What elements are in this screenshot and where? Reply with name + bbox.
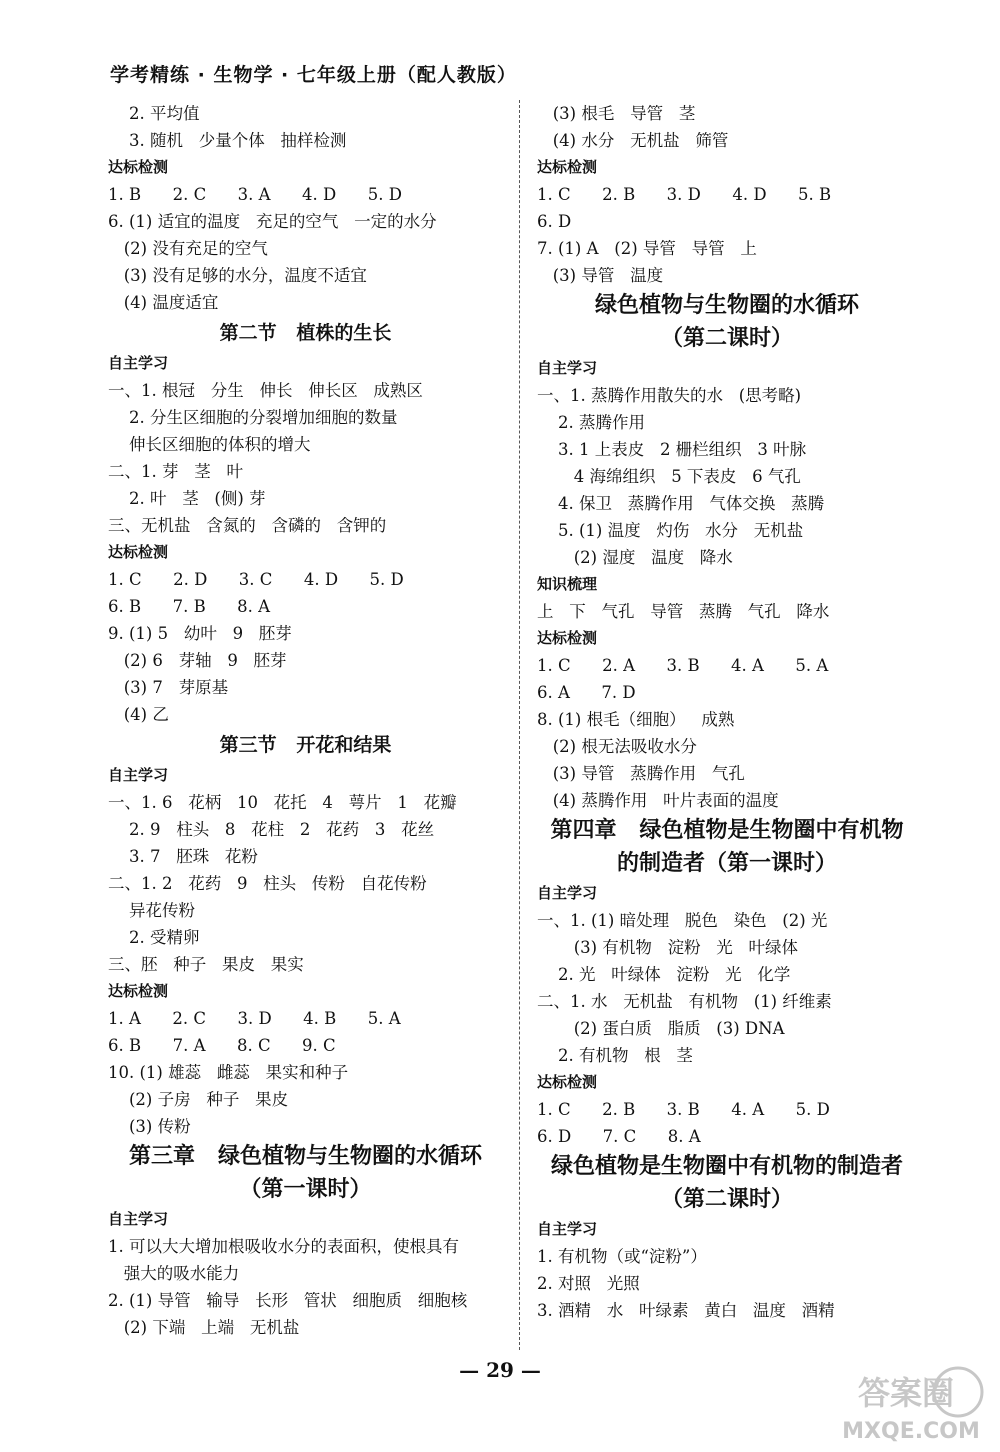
subsection-heading: 自主学习 (537, 1220, 598, 1238)
answer-line: 一、1. 根冠 分生 伸长 伸长区 成熟区 (108, 381, 423, 400)
watermark-logo (836, 1358, 986, 1446)
answer-line: 6. B 7. B 8. A (108, 597, 271, 616)
answer-line: 二、1. 2 花药 9 柱头 传粉 自花传粉 (108, 874, 427, 893)
answer-line: (4) 温度适宜 (108, 293, 219, 312)
chapter-title: 的制造者（第一课时） (616, 850, 837, 876)
answer-line: 7. (1) A (2) 导管 导管 上 (537, 239, 757, 258)
answer-line: (4) 乙 (108, 705, 169, 724)
answer-line: 2. 受精卵 (108, 928, 200, 947)
answer-line: 1. C 2. A 3. B 4. A 5. A (537, 656, 829, 675)
answer-line: 2. 分生区细胞的分裂增加细胞的数量 (108, 408, 398, 427)
page-number: — 29 — (459, 1358, 541, 1382)
answer-line: 3. 1 上表皮 2 栅栏组织 3 叶脉 (537, 440, 807, 459)
chapter-title: （第一课时） (239, 1176, 372, 1202)
subsection-heading: 达标检测 (537, 1073, 598, 1091)
running-header: 学考精练 · 生物学 · 七年级上册（配人教版） (110, 64, 517, 86)
answer-line: (2) 子房 种子 果皮 (108, 1090, 289, 1109)
answer-line: 2. 蒸腾作用 (537, 413, 645, 432)
chapter-title: 绿色植物是生物圈中有机物的制造者 (550, 1153, 903, 1179)
subsection-heading: 知识梳理 (537, 575, 598, 593)
section-title: 第三节 开花和结果 (219, 734, 392, 756)
answer-line: (3) 导管 温度 (537, 266, 664, 285)
watermark-text: 答案圈 (857, 1374, 955, 1412)
subsection-heading: 自主学习 (108, 766, 169, 784)
answer-line: 1. C 2. B 3. B 4. A 5. D (537, 1100, 830, 1119)
section-title: 第二节 植株的生长 (219, 322, 392, 344)
answer-line: 6. D (537, 212, 572, 231)
subsection-heading: 达标检测 (537, 629, 598, 647)
answer-line: 2. 有机物 根 茎 (537, 1046, 693, 1065)
answer-line: (4) 蒸腾作用 叶片表面的温度 (537, 791, 779, 810)
subsection-heading: 自主学习 (537, 359, 598, 377)
answer-line: 2. 9 柱头 8 花柱 2 花药 3 花丝 (108, 820, 435, 839)
answer-line: 上 下 气孔 导管 蒸腾 气孔 降水 (537, 602, 830, 621)
answer-line: 8. (1) 根毛（细胞） 成熟 (537, 710, 735, 729)
answer-line: 一、1. (1) 暗处理 脱色 染色 (2) 光 (537, 911, 828, 930)
answer-line: 二、1. 芽 茎 叶 (108, 462, 243, 481)
answer-line: (3) 根毛 导管 茎 (537, 104, 696, 123)
chapter-title: （第二课时） (660, 325, 793, 351)
chapter-title: 绿色植物与生物圈的水循环 (594, 292, 859, 318)
answer-line: (2) 6 芽轴 9 胚芽 (108, 651, 287, 670)
answer-line: 2. 叶 茎 (侧) 芽 (108, 489, 266, 508)
answer-line: 伸长区细胞的体积的增大 (108, 435, 311, 454)
answer-line: 一、1. 6 花柄 10 花托 4 萼片 1 花瓣 (108, 793, 457, 812)
subsection-heading: 自主学习 (108, 1210, 169, 1228)
answer-line: 4. 保卫 蒸腾作用 气体交换 蒸腾 (537, 494, 825, 513)
subsection-heading: 达标检测 (108, 982, 169, 1000)
answer-line: 三、胚 种子 果皮 果实 (108, 955, 304, 974)
answer-line: (3) 7 芽原基 (108, 678, 229, 697)
answer-line: (2) 湿度 温度 降水 (537, 548, 733, 567)
answer-line: (3) 导管 蒸腾作用 气孔 (537, 764, 745, 783)
answer-line: 4 海绵组织 5 下表皮 6 气孔 (537, 467, 801, 486)
answer-line: 9. (1) 5 幼叶 9 胚芽 (108, 624, 292, 643)
chapter-title: （第二课时） (660, 1186, 793, 1212)
answer-line: 1. 有机物（或“淀粉”） (537, 1247, 707, 1266)
answer-line: 1. C 2. B 3. D 4. D 5. B (537, 185, 832, 204)
answer-line: 10. (1) 雄蕊 雌蕊 果实和种子 (108, 1063, 349, 1082)
answer-line: 6. A 7. D (537, 683, 636, 702)
answer-line: (2) 下端 上端 无机盐 (108, 1318, 300, 1337)
answer-line: 强大的吸水能力 (108, 1264, 240, 1283)
answer-line: 2. 光 叶绿体 淀粉 光 化学 (537, 965, 791, 984)
answer-line: 1. C 2. D 3. C 4. D 5. D (108, 570, 404, 589)
left-column (108, 100, 503, 1341)
answer-line: 6. (1) 适宜的温度 充足的空气 一定的水分 (108, 212, 437, 231)
answer-line: (3) 传粉 (108, 1117, 191, 1136)
answer-line: 2. 平均值 (108, 104, 200, 123)
answer-line: 2. 对照 光照 (537, 1274, 640, 1293)
chapter-title: 第三章 绿色植物与生物圈的水循环 (129, 1143, 482, 1169)
subsection-heading: 自主学习 (108, 354, 169, 372)
column-divider (519, 100, 520, 1350)
subsection-heading: 达标检测 (108, 158, 169, 176)
subsection-heading: 自主学习 (537, 884, 598, 902)
answer-line: (3) 有机物 淀粉 光 叶绿体 (537, 938, 799, 957)
answer-line: (2) 蛋白质 脂质 (3) DNA (537, 1019, 785, 1038)
subsection-heading: 达标检测 (108, 543, 169, 561)
answer-line: 1. A 2. C 3. D 4. B 5. A (108, 1009, 401, 1028)
answer-line: 3. 随机 少量个体 抽样检测 (108, 131, 347, 150)
chapter-title: 第四章 绿色植物是生物圈中有机物 (550, 817, 904, 843)
answer-line: (3) 没有足够的水分，温度不适宜 (108, 266, 367, 285)
subsection-heading: 达标检测 (537, 158, 598, 176)
answer-line: 1. 可以大大增加根吸收水分的表面积，使根具有 (108, 1237, 459, 1256)
answer-line: 1. B 2. C 3. A 4. D 5. D (108, 185, 402, 204)
watermark-url: MXQE.COM (842, 1419, 980, 1444)
right-column (537, 100, 917, 1324)
answer-line: 3. 7 胚珠 花粉 (108, 847, 258, 866)
answer-line: (2) 根无法吸收水分 (537, 737, 697, 756)
answer-line: (2) 没有充足的空气 (108, 239, 268, 258)
answer-line: 6. D 7. C 8. A (537, 1127, 701, 1146)
answer-line: (4) 水分 无机盐 筛管 (537, 131, 729, 150)
answer-line: 3. 酒精 水 叶绿素 黄白 温度 酒精 (537, 1301, 835, 1320)
answer-line: 三、无机盐 含氮的 含磷的 含钾的 (108, 516, 387, 535)
watermark-stamp-icon (836, 1358, 986, 1446)
answer-line: 5. (1) 温度 灼伤 水分 无机盐 (537, 521, 804, 540)
answer-line: 一、1. 蒸腾作用散失的水 (思考略) (537, 386, 802, 405)
answer-line: 二、1. 水 无机盐 有机物 (1) 纤维素 (537, 992, 832, 1011)
answer-line: 2. (1) 导管 输导 长形 管状 细胞质 细胞核 (108, 1291, 468, 1310)
answer-line: 6. B 7. A 8. C 9. C (108, 1036, 336, 1055)
answer-line: 异花传粉 (108, 901, 195, 920)
